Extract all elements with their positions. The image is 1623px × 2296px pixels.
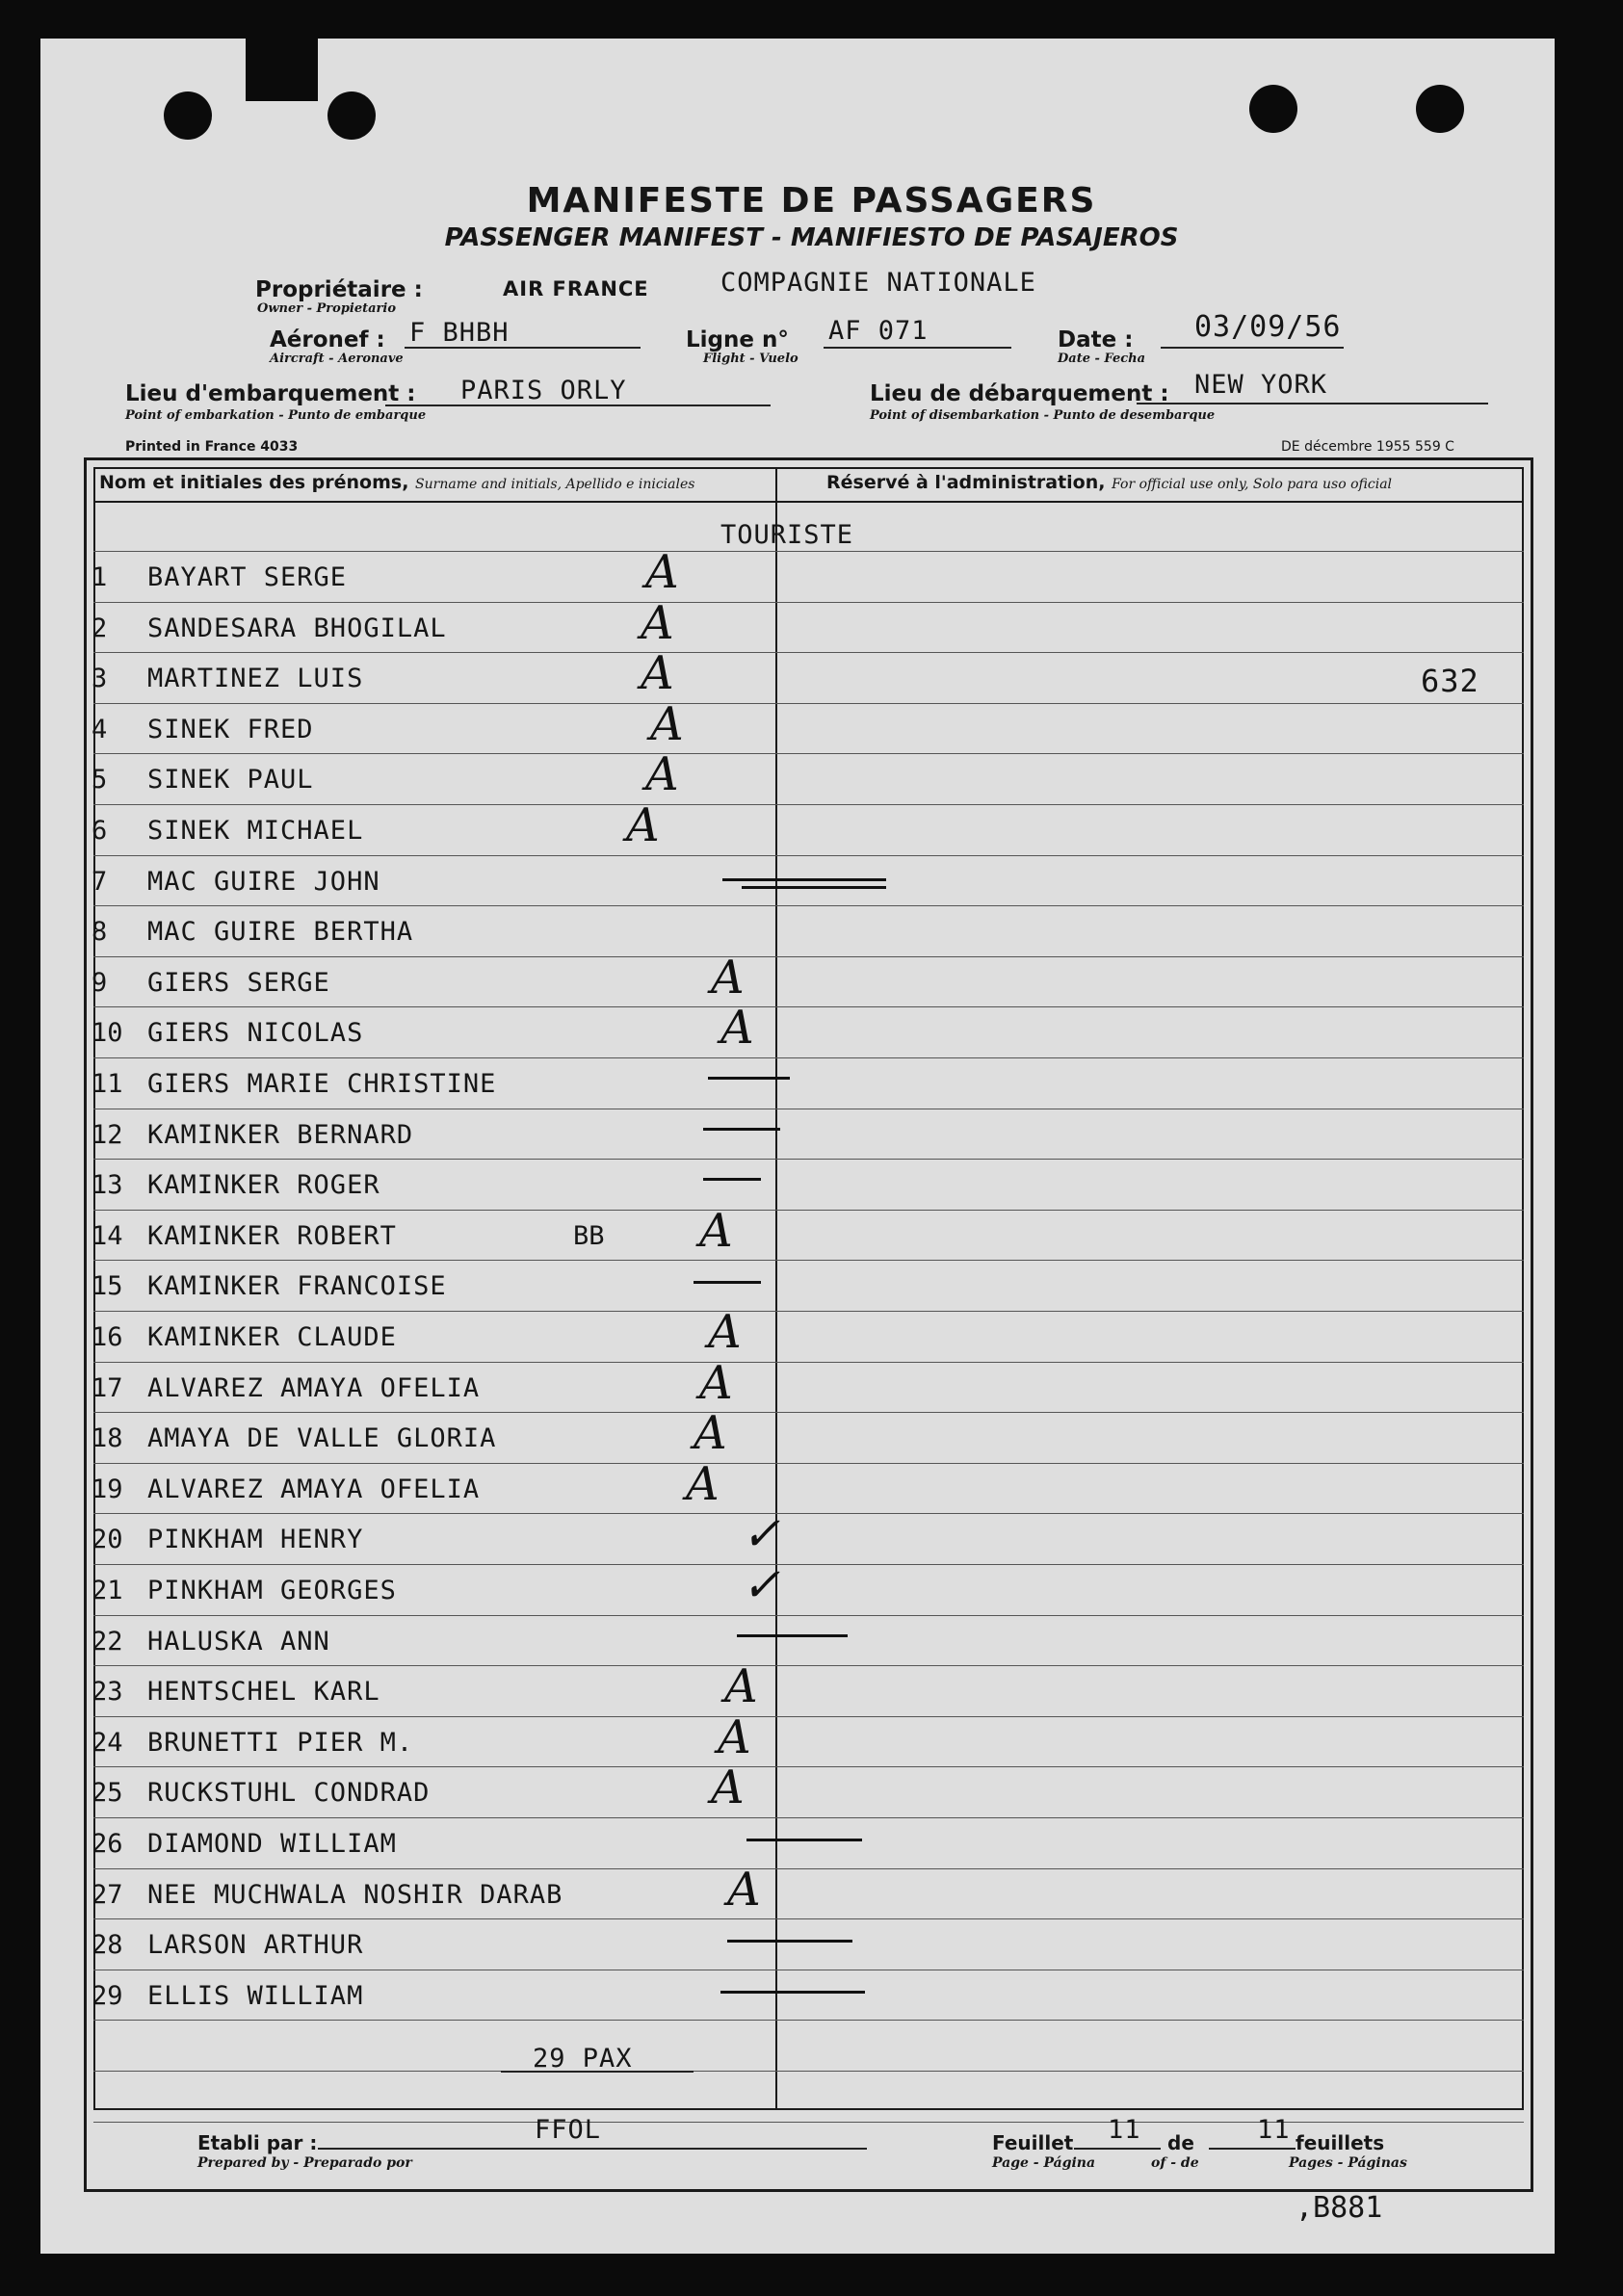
passenger-name: PINKHAM HENRY [147,1525,364,1554]
aircraft-sublabel: Aircraft - Aeronave [270,352,404,366]
table-column-separator [775,467,777,2110]
table-header-separator [93,501,1524,503]
of-underline [1209,2148,1296,2150]
passenger-number: 12 [92,1120,123,1150]
handwritten-dash-mark [703,1178,761,1181]
row-rule [93,551,1524,552]
row-rule [93,2122,1524,2123]
handwritten-dash-mark [722,878,886,881]
handwritten-dash-mark [737,1634,848,1637]
passenger-name: SINEK FRED [147,715,314,744]
row-rule [93,1665,1524,1666]
row-rule [93,1564,1524,1565]
passenger-number: 13 [92,1170,123,1200]
passenger-name: KAMINKER ROGER [147,1170,380,1200]
passenger-name: BAYART SERGE [147,562,348,592]
row-rule [93,1766,1524,1767]
row-rule [93,703,1524,704]
row-rule [93,1412,1524,1413]
flight-sublabel: Flight - Vuelo [703,352,798,366]
passenger-number: 25 [92,1778,123,1808]
row-rule [93,855,1524,856]
passenger-name: MAC GUIRE JOHN [147,867,380,897]
handwritten-a-mark: A [626,798,660,852]
passenger-name: ALVAREZ AMAYA OFELIA [147,1373,481,1403]
handwritten-a-mark: A [686,1457,720,1511]
prepared-by-sublabel: Prepared by - Preparado por [197,2155,412,2171]
printed-in: Printed in France 4033 [125,439,299,455]
passenger-name: KAMINKER FRANCOISE [147,1271,447,1301]
passenger-number: 16 [92,1322,123,1352]
reference-number: ,B881 [1296,2191,1383,2225]
handwritten-a-mark: A [699,1356,733,1410]
row-rule [93,804,1524,805]
sheets-label: feuillets [1296,2131,1385,2154]
document-title: MANIFESTE DE PASSAGERS [526,181,1097,221]
sheet-label: Feuillet [992,2131,1074,2154]
passenger-number: 3 [92,664,108,693]
handwritten-a-mark: A [641,596,674,650]
class-label: TOURISTE [720,520,854,550]
row-rule [93,1817,1524,1818]
passenger-number: 7 [92,867,108,897]
disembarkation-value: NEW YORK [1194,370,1328,400]
column-header-names [99,472,694,493]
flight-underline [824,347,1011,349]
flight-value: AF 071 [828,316,929,346]
row-rule [93,1362,1524,1363]
row-rule [93,1868,1524,1869]
row-rule [93,652,1524,653]
passenger-name: GIERS NICOLAS [147,1018,364,1048]
passenger-number: 23 [92,1677,123,1707]
row-rule [93,1159,1524,1160]
embarkation-underline [385,404,771,406]
row-rule [93,1463,1524,1464]
handwritten-check-mark: ✓ [742,1507,781,1561]
embarkation-sublabel: Point of embarkation - Punto de embarque [125,408,427,423]
passenger-number: 29 [92,1981,123,2011]
row-rule [93,1716,1524,1717]
passenger-number: 28 [92,1930,123,1960]
passenger-number: 14 [92,1221,123,1251]
disembarkation-underline [1137,403,1488,404]
handwritten-dash-mark [720,1991,865,1994]
handwritten-dash-mark [694,1281,761,1284]
prepared-by-value: FFOL [535,2115,602,2145]
passenger-name: SANDESARA BHOGILAL [147,613,447,643]
total-underline [501,2071,694,2073]
handwritten-dash-mark [703,1128,780,1131]
punch-hole [1249,85,1297,133]
passenger-number: 24 [92,1728,123,1758]
row-rule [93,1311,1524,1312]
passenger-number: 15 [92,1271,123,1301]
row-rule [93,1260,1524,1261]
passenger-number: 18 [92,1423,123,1453]
punch-notch [246,39,318,101]
passenger-name: LARSON ARTHUR [147,1930,364,1960]
passenger-name: PINKHAM GEORGES [147,1576,397,1605]
date-underline [1161,347,1344,349]
date-label: Date : [1058,327,1134,352]
passenger-number: 8 [92,917,108,947]
row-rule [93,1615,1524,1616]
handwritten-dash-mark [746,1839,862,1841]
passenger-name: ELLIS WILLIAM [147,1981,364,2011]
of-value: 11 [1257,2115,1291,2145]
passenger-name: HENTSCHEL KARL [147,1677,380,1707]
column-header-admin-label: Réservé à l'administration, [826,472,1106,493]
passenger-number: 2 [92,613,108,643]
form-code: DE décembre 1955 559 C [1281,439,1454,455]
row-rule [93,1513,1524,1514]
punch-hole [1416,85,1464,133]
passenger-name: KAMINKER BERNARD [147,1120,414,1150]
passenger-name: KAMINKER CLAUDE [147,1322,397,1352]
row-rule [93,905,1524,906]
flight-label: Ligne n° [686,327,789,352]
of-label: de [1167,2131,1194,2154]
passenger-name: DIAMOND WILLIAM [147,1829,397,1859]
passenger-number: 21 [92,1576,123,1605]
row-rule [93,602,1524,603]
passenger-number: 26 [92,1829,123,1859]
row-rule [93,2071,1524,2072]
passenger-name: BRUNETTI PIER M. [147,1728,414,1758]
column-header-admin-sub: For official use only, Solo para uso oficial [1112,477,1393,492]
passenger-name: KAMINKER ROBERT [147,1221,397,1251]
column-header-names-label: Nom et initiales des prénoms, [99,472,409,493]
owner-typed-value: COMPAGNIE NATIONALE [720,268,1036,298]
handwritten-a-mark: A [720,1001,754,1055]
handwritten-a-mark: A [708,1305,742,1359]
punch-hole [164,91,212,140]
passenger-number: 20 [92,1525,123,1554]
passenger-number: 1 [92,562,108,592]
handwritten-a-mark: A [724,1659,758,1713]
sheet-underline [1074,2148,1161,2150]
aircraft-underline [405,347,641,349]
passenger-name: ALVAREZ AMAYA OFELIA [147,1474,481,1504]
disembarkation-label: Lieu de débarquement : [870,381,1169,406]
embarkation-label: Lieu d'embarquement : [125,381,416,406]
handwritten-dash-mark [727,1940,852,1943]
passenger-note: BB [573,1221,605,1251]
passenger-name: MAC GUIRE BERTHA [147,917,414,947]
passenger-number: 22 [92,1627,123,1657]
passenger-number: 5 [92,765,108,795]
row-rule [93,956,1524,957]
handwritten-a-mark: A [645,545,679,599]
handwritten-a-mark: A [694,1406,727,1460]
document-subtitle: PASSENGER MANIFEST - MANIFIESTO DE PASAJEROS [444,223,1179,252]
aircraft-value: F BHBH [409,318,510,348]
passenger-name: GIERS MARIE CHRISTINE [147,1069,497,1099]
of-sublabel: of - de [1151,2155,1199,2171]
column-header-names-sub: Surname and initials, Apellido e iniciales [415,477,695,492]
passenger-number: 6 [92,816,108,846]
sheets-sublabel: Pages - Páginas [1289,2155,1407,2171]
passenger-number: 9 [92,968,108,998]
row-rule [93,1210,1524,1211]
passenger-name: GIERS SERGE [147,968,330,998]
passenger-number: 10 [92,1018,123,1048]
handwritten-a-mark: A [641,646,674,700]
row-rule [93,1006,1524,1007]
handwritten-a-mark: A [645,747,679,801]
total-passengers: 29 PAX [533,2044,633,2074]
row-rule [93,2020,1524,2021]
passenger-name: SINEK MICHAEL [147,816,364,846]
column-header-admin [826,472,1392,493]
handwritten-a-mark: A [699,1204,733,1258]
date-sublabel: Date - Fecha [1058,352,1145,366]
passenger-name: AMAYA DE VALLE GLORIA [147,1423,497,1453]
admin-note: 632 [1421,663,1479,699]
passenger-name: RUCKSTUHL CONDRAD [147,1778,431,1808]
passenger-number: 11 [92,1069,123,1099]
embarkation-value: PARIS ORLY [460,376,627,405]
row-rule [93,1057,1524,1058]
handwritten-a-mark: A [711,951,745,1004]
passenger-name: NEE MUCHWALA NOSHIR DARAB [147,1880,563,1910]
disembarkation-sublabel: Point of disembarkation - Punto de desembarque [870,408,1216,423]
handwritten-a-mark: A [727,1863,761,1917]
sheet-sublabel: Page - Página [992,2155,1096,2171]
handwritten-dash-mark [742,886,886,889]
owner-printed-value: AIR FRANCE [503,277,649,300]
handwritten-a-mark: A [650,697,684,751]
sheet-value: 11 [1108,2115,1141,2145]
prepared-by-underline [318,2148,867,2150]
passenger-name: SINEK PAUL [147,765,314,795]
passenger-name: HALUSKA ANN [147,1627,330,1657]
owner-sublabel: Owner - Propietario [257,301,397,316]
date-value: 03/09/56 [1194,310,1342,344]
aircraft-label: Aéronef : [270,327,385,352]
row-rule [93,753,1524,754]
handwritten-dash-mark [708,1077,790,1080]
passenger-number: 19 [92,1474,123,1504]
handwritten-a-mark: A [711,1761,745,1814]
passenger-name: MARTINEZ LUIS [147,664,364,693]
handwritten-check-mark: ✓ [742,1558,781,1612]
owner-label: Propriétaire : [255,277,423,302]
passenger-number: 17 [92,1373,123,1403]
passenger-number: 4 [92,715,108,744]
handwritten-a-mark: A [718,1710,751,1764]
prepared-by-label: Etabli par : [197,2131,318,2154]
passenger-number: 27 [92,1880,123,1910]
punch-hole [327,91,376,140]
row-rule [93,1918,1524,1919]
